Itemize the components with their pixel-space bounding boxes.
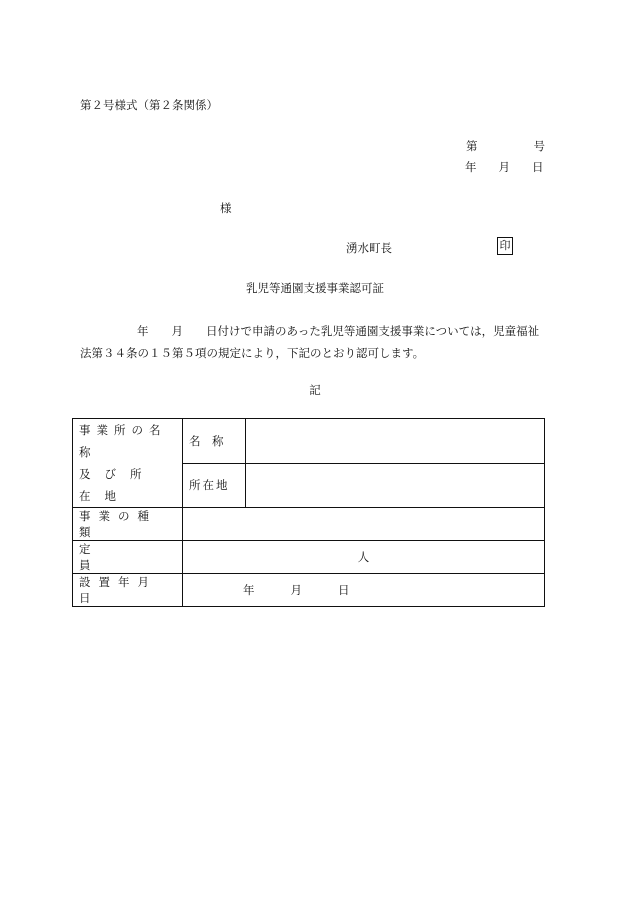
table-row: [73, 541, 545, 574]
established-day: 日: [338, 583, 350, 597]
issue-date-line: [465, 159, 544, 175]
table-row: [73, 508, 545, 541]
established-month: 月: [290, 583, 302, 597]
office-label-line-2: [79, 463, 176, 507]
address-value-cell[interactable]: [246, 463, 545, 508]
office-label-cell: [73, 419, 183, 508]
body-text: [80, 320, 560, 364]
business-type-label: 事業の種類: [79, 509, 157, 539]
address-label: 所在地: [189, 478, 230, 493]
office-label-1: 事業所の名称: [79, 423, 167, 459]
seal-box: 印: [497, 237, 513, 255]
address-label-cell: [183, 463, 246, 508]
body-line-2: 法第３４条の１５第５項の規定により，下記のとおり認可します。: [80, 346, 425, 360]
issuer-name: 湧水町長: [346, 241, 392, 255]
form-number: 第２号様式（第２条関係）: [80, 98, 218, 112]
name-label: 名 称: [189, 433, 224, 448]
document-number-go: 号: [533, 139, 545, 153]
office-label-line-1: [79, 419, 176, 463]
table-row: [73, 419, 545, 464]
established-label-cell: [73, 574, 183, 607]
capacity-value-cell[interactable]: [183, 541, 545, 574]
body-line-1: 年 月 日付けで申請のあった乳児等通園支援事業については，児童福祉: [137, 324, 540, 338]
name-value-cell[interactable]: [246, 419, 545, 464]
business-type-value-cell[interactable]: [183, 508, 545, 541]
name-label-cell: [183, 419, 246, 464]
table-row: [73, 574, 545, 607]
established-year: 年: [243, 583, 255, 597]
established-value-cell[interactable]: [183, 574, 545, 607]
document-number-line: [466, 138, 545, 154]
issue-date-day: 日: [532, 160, 544, 174]
established-date: [189, 582, 538, 598]
details-table: [72, 418, 545, 607]
ki-heading: 記: [309, 383, 321, 397]
issue-date-month: 月: [498, 160, 510, 174]
capacity-label-cell: [73, 541, 183, 574]
addressee-suffix: 様: [220, 201, 232, 215]
issue-date-year: 年: [465, 160, 477, 174]
document-title: 乳児等通園支援事業認可証: [246, 281, 384, 295]
capacity-label: 定員: [79, 542, 147, 572]
capacity-unit: 人: [357, 550, 370, 564]
business-type-label-cell: [73, 508, 183, 541]
established-label: 設置年月日: [79, 575, 157, 605]
document-number-dai: 第: [466, 139, 478, 153]
office-label-2: 及び所在地: [79, 467, 156, 503]
